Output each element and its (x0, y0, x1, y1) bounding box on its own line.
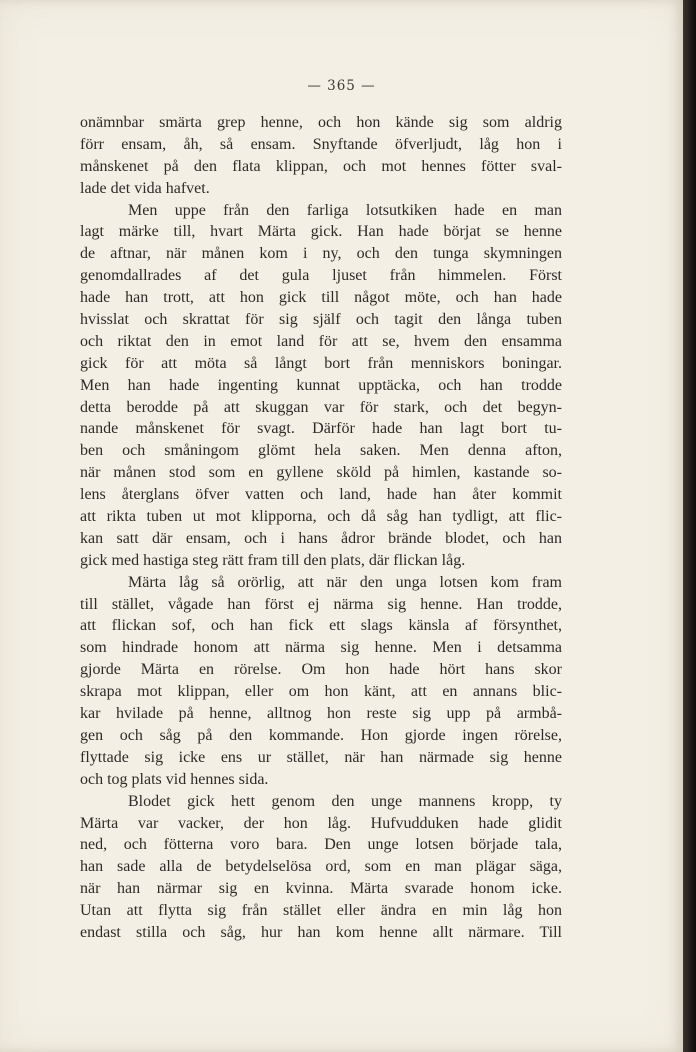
text-line: lade det vida hafvet. (80, 179, 210, 197)
text-line: Utan att flytta sig från stället eller ändra en min låg hon (80, 902, 562, 920)
text-line: nande månskenet för svagt. Därför hade han lagt bort tu- (80, 420, 562, 438)
text-line: detta berodde på att skuggan var för stark, och det begyn- (80, 398, 562, 416)
text-line: onämnbar smärta grep henne, och hon kände sig som aldrig (80, 114, 562, 131)
text-line: endast stilla och såg, hur han kom henne allt närmare. Till (80, 923, 562, 941)
body-text (80, 112, 562, 944)
text-line: att flickan sof, och han fick ett slags känsla af försynthet, (80, 617, 562, 635)
text-line: och riktat den in emot land för att se, hvem den ensamma (80, 332, 562, 350)
text-line: när månen stod som en gyllene sköld på himlen, kastande so- (80, 464, 562, 482)
text-line: ned, och fötterna voro bara. Den unge lotsen började tala, (80, 836, 562, 854)
text-line: gick med hastiga steg rätt fram till den plats, där flickan låg. (80, 551, 466, 569)
text-line: lagt märke till, hvart Märta gick. Han hade börjat se henne (80, 223, 562, 241)
text-line: flyttade sig icke ens ur stället, när han närmade sig henne (80, 748, 562, 766)
text-line: Blodet gick hett genom den unge mannens kropp, ty (128, 792, 562, 810)
text-line: gjorde Märta en rörelse. Om hon hade hört hans skor (80, 661, 562, 679)
text-line: förr ensam, åh, så ensam. Snyftande öfverljudt, låg hon i (80, 135, 562, 153)
text-line: han sade alla de betydelselösa ord, som en man plägar säga, (80, 858, 562, 876)
text-line: Märta var vacker, der hon låg. Hufvudduken hade glidit (80, 814, 562, 832)
page-number: — 365 — (307, 78, 376, 94)
text-line: Men uppe från den farliga lotsutkiken hade en man (128, 201, 562, 219)
text-line: och tog plats vid hennes sida. (80, 770, 269, 788)
text-line: de aftnar, när månen kom i ny, och den tunga skymningen (80, 245, 562, 263)
text-line: skrapa mot klippan, eller om hon känt, att en annans blic- (80, 683, 562, 701)
text-line: genomdallrades af det gula ljuset från himmelen. Först (80, 267, 562, 285)
text-line: hvisslat och skrattat för sig själf och tagit den långa tuben (80, 311, 562, 329)
text-line: hade han trott, att hon gick till något möte, och han hade (80, 289, 562, 307)
text-line: månskenet på den flata klippan, och mot hennes fötter sval- (80, 157, 562, 175)
page-edge-shadow (683, 0, 696, 1052)
text-line: ben och småningom glömt hela saken. Men denna afton, (80, 442, 562, 460)
text-line: gick för att möta så långt bort från menniskors boningar. (80, 354, 562, 372)
text-line: att rikta tuben ut mot klipporna, och då såg han tydligt, att flic- (80, 508, 562, 526)
text-line: kan satt där ensam, och i hans ådror brände blodet, och han (80, 529, 562, 547)
text-line: till stället, vågade han först ej närma sig henne. Han trodde, (80, 595, 562, 613)
text-line: lens återglans öfver vatten och land, hade han åter kommit (80, 486, 562, 504)
text-line: som hindrade honom att närma sig henne. Men i detsamma (80, 639, 562, 657)
text-line: när han närmar sig en kvinna. Märta svarade honom icke. (80, 880, 562, 898)
text-line: Märta låg så orörlig, att när den unga lotsen kom fram (128, 573, 562, 591)
text-line: kar hvilade på henne, alltnog hon reste sig upp på armbå- (80, 705, 562, 723)
text-line: Men han hade ingenting kunnat upptäcka, och han trodde (80, 376, 562, 394)
text-line: gen och såg på den kommande. Hon gjorde ingen rörelse, (80, 726, 562, 744)
